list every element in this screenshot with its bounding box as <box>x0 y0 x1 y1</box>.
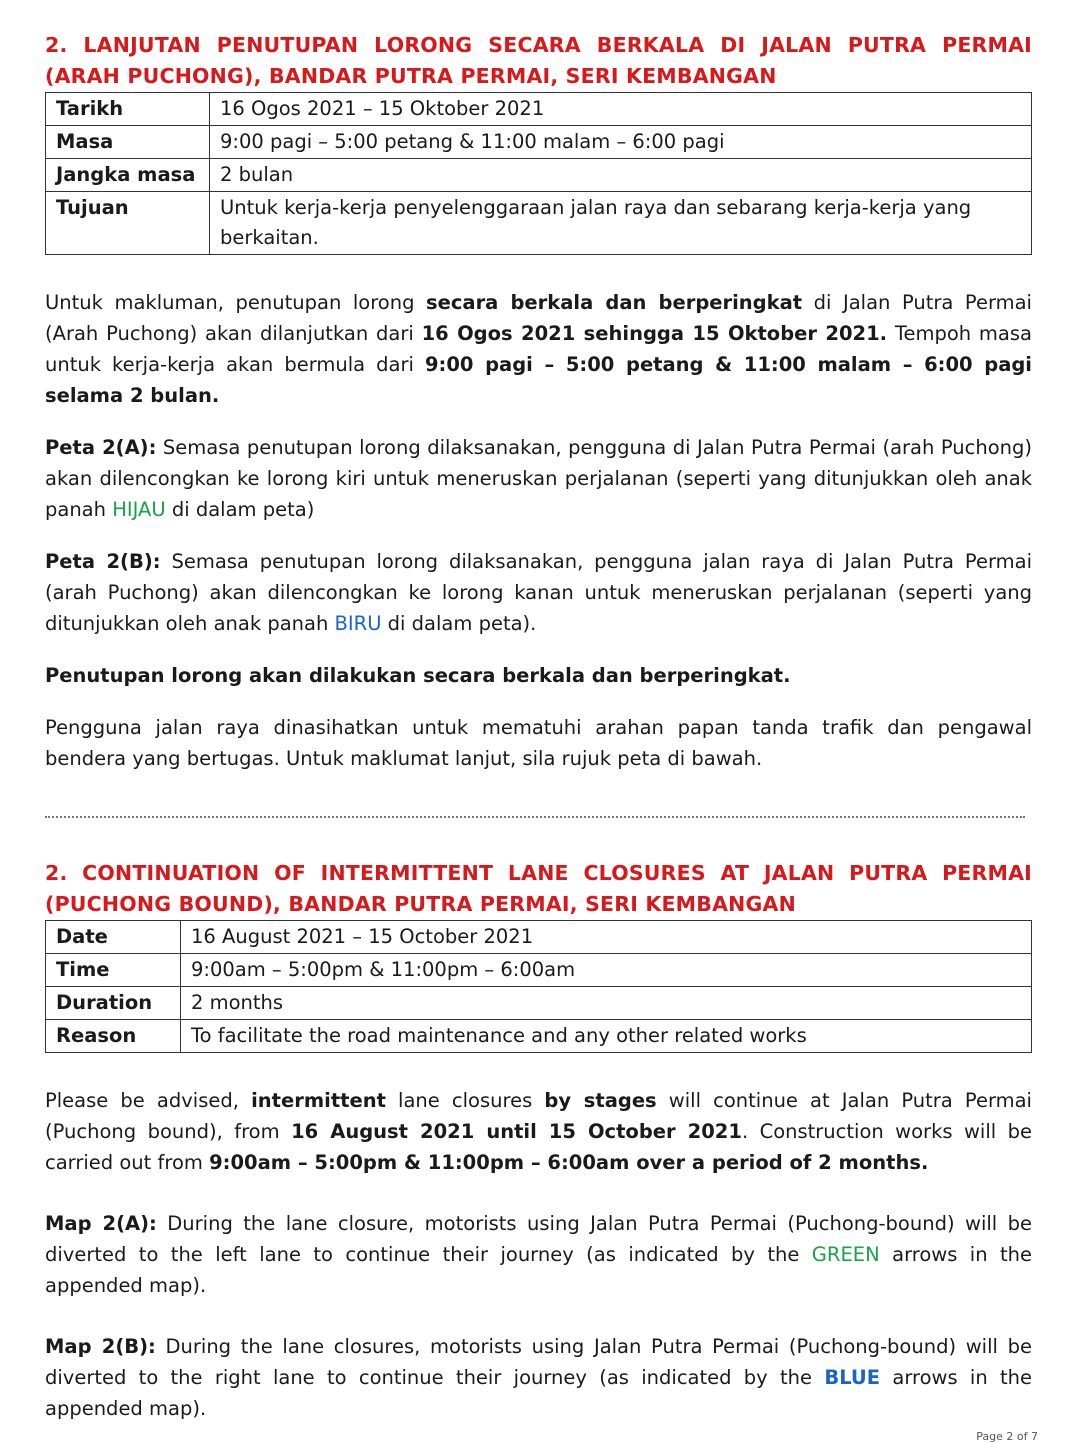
table-label: Jangka masa <box>46 159 210 192</box>
bold-text: 9:00am – 5:00pm & 11:00pm – 6:00am over a period of 2 months. <box>209 1151 929 1174</box>
table-label: Reason <box>46 1020 181 1053</box>
bold-text: 9:00 pagi – 5:00 petang & 11:00 malam – 6:00 pagi selama 2 bulan. <box>45 353 1032 407</box>
document-page <box>45 0 1032 1424</box>
table-value: 16 August 2021 – 15 October 2021 <box>181 921 1032 954</box>
blue-label: BLUE <box>824 1366 881 1389</box>
bold-text: Map 2(A): <box>45 1212 157 1235</box>
table-label: Time <box>46 954 181 987</box>
blue-label: BIRU <box>334 612 382 635</box>
table-value: 2 months <box>181 987 1032 1020</box>
table-row <box>46 159 1032 192</box>
text: During the lane closures, motorists using Jalan Putra Permai (Puchong-bound) will be diverted to the right lane to continue their journey (as indicated by the <box>45 1335 1032 1389</box>
bold-text: by stages <box>544 1089 657 1112</box>
table-value: 9:00am – 5:00pm & 11:00pm – 6:00am <box>181 954 1032 987</box>
text: Semasa penutupan lorong dilaksanakan, pengguna di Jalan Putra Permai (arah Puchong) akan dilencongkan ke lorong kiri untuk meneruskan perjalanan (seperti yang ditunjukkan oleh anak panah <box>45 436 1032 521</box>
bold-text: secara berkala dan berperingkat <box>426 291 803 314</box>
text: During the lane closure, motorists using Jalan Putra Permai (Puchong-bound) will be diverted to the left lane to continue their journey (as indicated by the <box>45 1212 1033 1266</box>
text: lane closures <box>385 1089 545 1112</box>
page-number: Page 2 of 7 <box>976 1430 1038 1443</box>
table-row <box>46 1020 1032 1053</box>
green-label: HIJAU <box>112 498 166 521</box>
malay-paragraph-notice: Penutupan lorong akan dilakukan secara berkala dan berperingkat. <box>45 664 791 687</box>
bold-text: Peta 2(A): <box>45 436 157 459</box>
table-row <box>46 987 1032 1020</box>
text: di Jalan Putra Permai (Arah Puchong) akan dilanjutkan dari <box>45 291 1032 345</box>
text: Semasa penutupan lorong dilaksanakan, pengguna jalan raya di Jalan Putra Permai (arah Puchong) akan dilencongkan ke lorong kanan untuk meneruskan perjalanan (seperti yang ditunjukkan oleh anak panah <box>45 550 1032 635</box>
bold-text: 16 Ogos 2021 sehingga 15 Oktober 2021. <box>421 322 888 345</box>
green-label: GREEN <box>811 1243 880 1266</box>
english-paragraph-map-b <box>45 1331 1032 1424</box>
bold-text: 16 August 2021 until 15 October 2021 <box>291 1120 742 1143</box>
english-paragraph-intro <box>45 1085 1032 1178</box>
table-label: Duration <box>46 987 181 1020</box>
malay-info-table <box>45 92 1032 255</box>
text: . Construction works will be carried out from <box>45 1120 1032 1174</box>
text: di dalam peta) <box>165 498 315 521</box>
text: will continue at Jalan Putra Permai (Puchong bound), from <box>45 1089 1032 1143</box>
table-label: Date <box>46 921 181 954</box>
text: arrows in the appended map). <box>45 1366 1032 1420</box>
malay-heading: 2. LANJUTAN PENUTUPAN LORONG SECARA BERKALA DI JALAN PUTRA PERMAI (ARAH PUCHONG), BANDAR PUTRA PERMAI, SERI KEMBANGAN <box>45 33 1032 88</box>
table-value: 2 bulan <box>210 159 1032 192</box>
table-row <box>46 126 1032 159</box>
bold-text: Map 2(B): <box>45 1335 156 1358</box>
bold-text: Peta 2(B): <box>45 550 161 573</box>
text: di dalam peta). <box>381 612 537 635</box>
dotted-divider <box>45 816 1025 818</box>
malay-paragraph-intro <box>45 287 1032 411</box>
table-label: Masa <box>46 126 210 159</box>
malay-paragraph-map-b <box>45 546 1032 639</box>
table-value: 16 Ogos 2021 – 15 Oktober 2021 <box>210 93 1032 126</box>
table-row <box>46 954 1032 987</box>
table-value: Untuk kerja-kerja penyelenggaraan jalan raya dan sebarang kerja-kerja yang berkaitan. <box>210 192 1032 255</box>
table-label: Tujuan <box>46 192 210 255</box>
english-heading: 2. CONTINUATION OF INTERMITTENT LANE CLOSURES AT JALAN PUTRA PERMAI (PUCHONG BOUND), BANDAR PUTRA PERMAI, SERI KEMBANGAN <box>45 861 1032 916</box>
table-row <box>46 921 1032 954</box>
english-info-table <box>45 920 1032 1053</box>
malay-paragraph-map-a <box>45 432 1032 525</box>
table-label: Tarikh <box>46 93 210 126</box>
table-value: 9:00 pagi – 5:00 petang & 11:00 malam – 6:00 pagi <box>210 126 1032 159</box>
text: Untuk makluman, penutupan lorong <box>45 291 427 314</box>
text: Please be advised, <box>45 1089 252 1112</box>
text: Tempoh masa untuk kerja-kerja akan bermula dari <box>45 322 1032 376</box>
text: arrows in the appended map). <box>45 1243 1032 1297</box>
english-paragraph-map-a <box>45 1208 1032 1301</box>
bold-text: intermittent <box>251 1089 386 1112</box>
malay-paragraph-advice: Pengguna jalan raya dinasihatkan untuk mematuhi arahan papan tanda trafik dan pengawal bendera yang bertugas. Untuk maklumat lanjut, sila rujuk peta di bawah. <box>45 716 1032 770</box>
table-row <box>46 192 1032 255</box>
table-value: To facilitate the road maintenance and any other related works <box>181 1020 1032 1053</box>
table-row <box>46 93 1032 126</box>
